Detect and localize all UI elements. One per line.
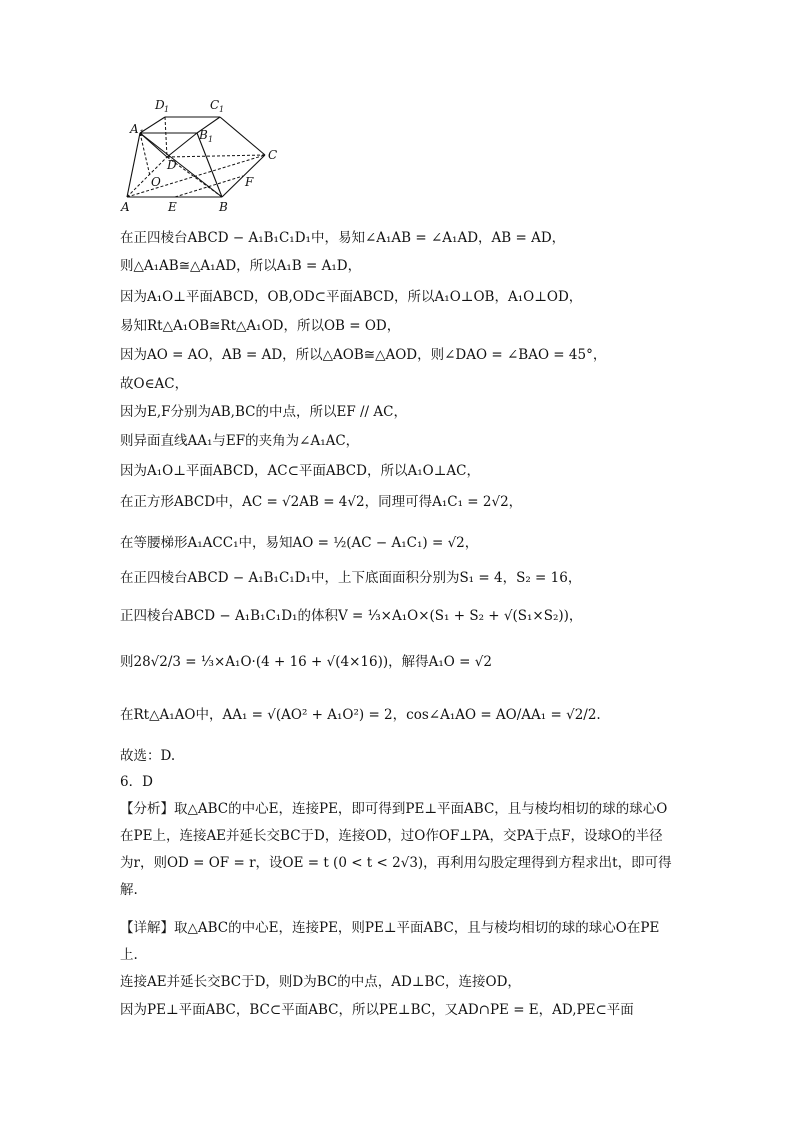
label-d: D [167,158,177,172]
label-a1: A [130,122,139,136]
text-line: 因为AO = AO，AB = AD，所以△AOB≅△AOD，则∠DAO = ∠BAO = 45°， [120,347,607,363]
text-line: 在正方形ABCD中，AC = √2AB = 4√2，同理可得A₁C₁ = 2√2， [120,494,523,510]
analysis-paragraph: 【分析】取△ABC的中心E，连接PE，即可得到PE⊥平面ABC，且与棱均相切的球的球心O在PE上，连接AE并延长交BC于D，连接OD，过O作OF⊥PA，交PA于点F，设球O的半径为r，则OD = OF = r，设OE = t (0 < t < 2√3)，再利用勾股定理得到方程求出t，即可得解. [120,801,672,898]
text-line: 故O∈AC， [120,376,189,392]
text-line: 正四棱台ABCD − A₁B₁C₁D₁的体积V = ⅓×A₁O×(S₁ + S₂ + √(S₁×S₂))， [120,608,583,624]
text-line: 连接AE并延长交BC于D，则D为BC的中点，AD⊥BC，连接OD， [120,974,521,990]
label-b1: B [199,128,208,142]
question-number: 6．D [120,774,153,790]
text-line: 在等腰梯形A₁ACC₁中，易知AO = ½(AC − A₁C₁) = √2， [120,535,479,551]
text-line: 因为A₁O⊥平面ABCD，OB,OD⊂平面ABCD，所以A₁O⊥OB，A₁O⊥OD， [120,289,583,305]
edge-c-c1 [220,117,265,155]
label-b1-sub: 1 [208,135,214,144]
label-c1: C [210,98,220,112]
hidden-edge-d-c [167,155,265,157]
text-line: 因为A₁O⊥平面ABCD，AC⊂平面ABCD，所以A₁O⊥AC， [120,463,480,479]
text-line: 在正四棱台ABCD − A₁B₁C₁D₁中，易知∠A₁AB = ∠A₁AD，AB = AD， [120,230,566,246]
label-d1-sub: 1 [164,105,170,114]
text-line: 在Rt△A₁AO中，AA₁ = √(AO² + A₁O²) = 2，cos∠A₁AO = AO/AA₁ = √2/2. [120,707,601,723]
label-b: B [219,200,228,214]
label-c: C [268,148,278,162]
label-o: O [151,175,161,189]
label-c1-sub: 1 [219,105,225,114]
text-line: 易知Rt△A₁OB≅Rt△A₁OD，所以OB = OD， [120,318,401,334]
label-a: A [121,200,130,214]
text-line: 则△A₁AB≅△A₁AD，所以A₁B = A₁D， [120,258,362,274]
text-line: 因为PE⊥平面ABC，BC⊂平面ABC，所以PE⊥BC，又AD∩PE = E，AD,PE⊂平面 [120,1002,634,1018]
label-e: E [168,200,177,214]
text-line: 则28√2/3 = ⅓×A₁O·(4 + 16 + √(4×16))，解得A₁O = √2 [120,654,492,670]
label-d1: D [155,98,165,112]
hidden-edge-d-d1 [165,117,167,157]
segment-b1-d [167,133,197,157]
label-a1-sub: 1 [139,129,145,138]
detail-paragraph: 【详解】取△ABC的中心E，连接PE，则PE⊥平面ABC，且与棱均相切的球的球心O在PE上. [120,920,660,963]
label-f: F [245,175,254,189]
text-line: 则异面直线AA₁与EF的夹角为∠A₁AC， [120,433,360,449]
text-line: 故选：D. [120,748,176,764]
text-line: 在正四棱台ABCD − A₁B₁C₁D₁中，上下底面面积分别为S₁ = 4，S₂ = 16， [120,570,582,586]
frustum-figure [115,95,290,220]
text-line: 因为E,F分别为AB,BC的中点，所以EF // AC， [120,404,407,420]
edge-a-a1 [127,133,140,197]
